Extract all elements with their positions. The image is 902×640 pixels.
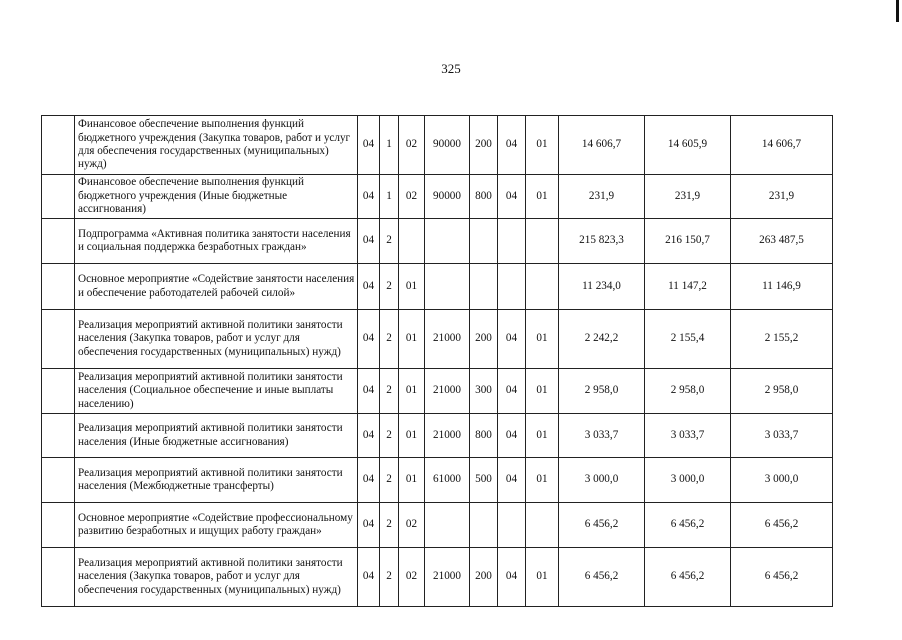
code-cell: 90000	[425, 116, 470, 175]
table-row	[42, 310, 833, 369]
table-row	[42, 414, 833, 458]
code-cell: 2	[380, 548, 399, 607]
code-cell: 04	[358, 219, 380, 264]
row-name-cell: Реализация мероприятий активной политики занятости населения (Иные бюджетные ассигнования)	[75, 414, 358, 458]
amount-cell: 14 606,7	[731, 116, 833, 175]
amount-cell: 3 033,7	[731, 414, 833, 458]
amount-cell: 6 456,2	[645, 503, 731, 548]
amount-cell: 3 000,0	[559, 458, 645, 503]
amount-cell: 3 000,0	[731, 458, 833, 503]
row-name-cell: Основное мероприятие «Содействие профессиональному развитию безработных и ищущих работу граждан»	[75, 503, 358, 548]
code-cell: 200	[470, 310, 498, 369]
row-number-cell	[42, 310, 75, 369]
amount-cell: 231,9	[559, 175, 645, 219]
code-cell: 01	[526, 369, 559, 414]
row-number-cell	[42, 369, 75, 414]
code-cell: 90000	[425, 175, 470, 219]
code-cell: 21000	[425, 548, 470, 607]
code-cell	[526, 503, 559, 548]
table-row	[42, 116, 833, 175]
row-number-cell	[42, 458, 75, 503]
code-cell	[425, 219, 470, 264]
code-cell: 01	[526, 414, 559, 458]
code-cell: 2	[380, 369, 399, 414]
row-number-cell	[42, 264, 75, 310]
code-cell: 04	[498, 369, 526, 414]
amount-cell: 3 033,7	[645, 414, 731, 458]
amount-cell: 2 958,0	[645, 369, 731, 414]
amount-cell: 11 146,9	[731, 264, 833, 310]
code-cell: 01	[526, 175, 559, 219]
code-cell: 01	[526, 458, 559, 503]
amount-cell: 14 605,9	[645, 116, 731, 175]
code-cell: 01	[399, 414, 425, 458]
code-cell: 200	[470, 548, 498, 607]
code-cell: 04	[498, 116, 526, 175]
code-cell	[425, 503, 470, 548]
row-name-cell: Подпрограмма «Активная политика занятости населения и социальная поддержка безработных граждан»	[75, 219, 358, 264]
code-cell	[498, 503, 526, 548]
amount-cell: 6 456,2	[731, 548, 833, 607]
code-cell: 01	[399, 369, 425, 414]
code-cell: 04	[498, 414, 526, 458]
code-cell: 2	[380, 414, 399, 458]
amount-cell: 2 958,0	[731, 369, 833, 414]
code-cell: 04	[358, 414, 380, 458]
code-cell	[498, 264, 526, 310]
amount-cell: 6 456,2	[731, 503, 833, 548]
code-cell: 01	[399, 264, 425, 310]
code-cell: 04	[358, 369, 380, 414]
code-cell: 2	[380, 458, 399, 503]
code-cell: 01	[526, 310, 559, 369]
code-cell	[526, 219, 559, 264]
amount-cell: 14 606,7	[559, 116, 645, 175]
code-cell: 04	[498, 548, 526, 607]
amount-cell: 216 150,7	[645, 219, 731, 264]
amount-cell: 3 033,7	[559, 414, 645, 458]
code-cell: 02	[399, 548, 425, 607]
code-cell: 2	[380, 219, 399, 264]
page-number: 325	[441, 61, 461, 76]
code-cell: 04	[358, 116, 380, 175]
code-cell: 01	[526, 548, 559, 607]
code-cell: 21000	[425, 369, 470, 414]
code-cell: 01	[526, 116, 559, 175]
table-row	[42, 458, 833, 503]
table-body	[42, 116, 833, 607]
table-row	[42, 175, 833, 219]
code-cell: 04	[358, 548, 380, 607]
row-number-cell	[42, 548, 75, 607]
code-cell: 21000	[425, 414, 470, 458]
code-cell: 500	[470, 458, 498, 503]
code-cell	[425, 264, 470, 310]
code-cell: 02	[399, 116, 425, 175]
row-number-cell	[42, 116, 75, 175]
amount-cell: 3 000,0	[645, 458, 731, 503]
amount-cell: 263 487,5	[731, 219, 833, 264]
row-number-cell	[42, 503, 75, 548]
code-cell: 02	[399, 503, 425, 548]
code-cell: 300	[470, 369, 498, 414]
amount-cell: 2 242,2	[559, 310, 645, 369]
budget-table	[41, 115, 833, 607]
amount-cell: 231,9	[731, 175, 833, 219]
code-cell: 04	[498, 458, 526, 503]
table-row	[42, 503, 833, 548]
code-cell: 04	[358, 175, 380, 219]
amount-cell: 6 456,2	[559, 548, 645, 607]
amount-cell: 2 958,0	[559, 369, 645, 414]
code-cell: 21000	[425, 310, 470, 369]
table-row	[42, 369, 833, 414]
code-cell: 2	[380, 310, 399, 369]
code-cell: 01	[399, 310, 425, 369]
row-number-cell	[42, 175, 75, 219]
code-cell: 2	[380, 264, 399, 310]
code-cell: 04	[358, 264, 380, 310]
scan-edge-mark	[896, 0, 899, 22]
code-cell: 04	[498, 175, 526, 219]
amount-cell: 231,9	[645, 175, 731, 219]
code-cell: 04	[358, 503, 380, 548]
row-name-cell: Реализация мероприятий активной политики занятости населения (Закупка товаров, работ и услуг для обеспечения государственных (муниципальных) нужд)	[75, 548, 358, 607]
code-cell: 1	[380, 175, 399, 219]
code-cell	[470, 219, 498, 264]
amount-cell: 215 823,3	[559, 219, 645, 264]
code-cell	[470, 503, 498, 548]
code-cell	[498, 219, 526, 264]
table-row	[42, 264, 833, 310]
code-cell: 04	[358, 310, 380, 369]
code-cell: 2	[380, 503, 399, 548]
row-name-cell: Реализация мероприятий активной политики занятости населения (Закупка товаров, работ и услуг для обеспечения государственных (муниципальных) нужд)	[75, 310, 358, 369]
code-cell: 1	[380, 116, 399, 175]
code-cell	[470, 264, 498, 310]
row-name-cell: Финансовое обеспечение выполнения функций бюджетного учреждения (Иные бюджетные ассигнования)	[75, 175, 358, 219]
code-cell: 04	[498, 310, 526, 369]
row-number-cell	[42, 219, 75, 264]
code-cell: 800	[470, 414, 498, 458]
code-cell: 04	[358, 458, 380, 503]
row-name-cell: Реализация мероприятий активной политики занятости населения (Социальное обеспечение и иные выплаты населению)	[75, 369, 358, 414]
code-cell	[526, 264, 559, 310]
amount-cell: 6 456,2	[645, 548, 731, 607]
amount-cell: 11 234,0	[559, 264, 645, 310]
code-cell: 01	[399, 458, 425, 503]
code-cell: 02	[399, 175, 425, 219]
amount-cell: 6 456,2	[559, 503, 645, 548]
code-cell: 800	[470, 175, 498, 219]
code-cell: 200	[470, 116, 498, 175]
amount-cell: 2 155,2	[731, 310, 833, 369]
code-cell	[399, 219, 425, 264]
table-row	[42, 219, 833, 264]
table-row	[42, 548, 833, 607]
amount-cell: 2 155,4	[645, 310, 731, 369]
code-cell: 61000	[425, 458, 470, 503]
row-name-cell: Реализация мероприятий активной политики занятости населения (Межбюджетные трансферты)	[75, 458, 358, 503]
row-number-cell	[42, 414, 75, 458]
amount-cell: 11 147,2	[645, 264, 731, 310]
row-name-cell: Финансовое обеспечение выполнения функций бюджетного учреждения (Закупка товаров, работ и услуг для обеспечения государственных (муниципальных) нужд)	[75, 116, 358, 175]
row-name-cell: Основное мероприятие «Содействие занятости населения и обеспечение работодателей рабочей силой»	[75, 264, 358, 310]
